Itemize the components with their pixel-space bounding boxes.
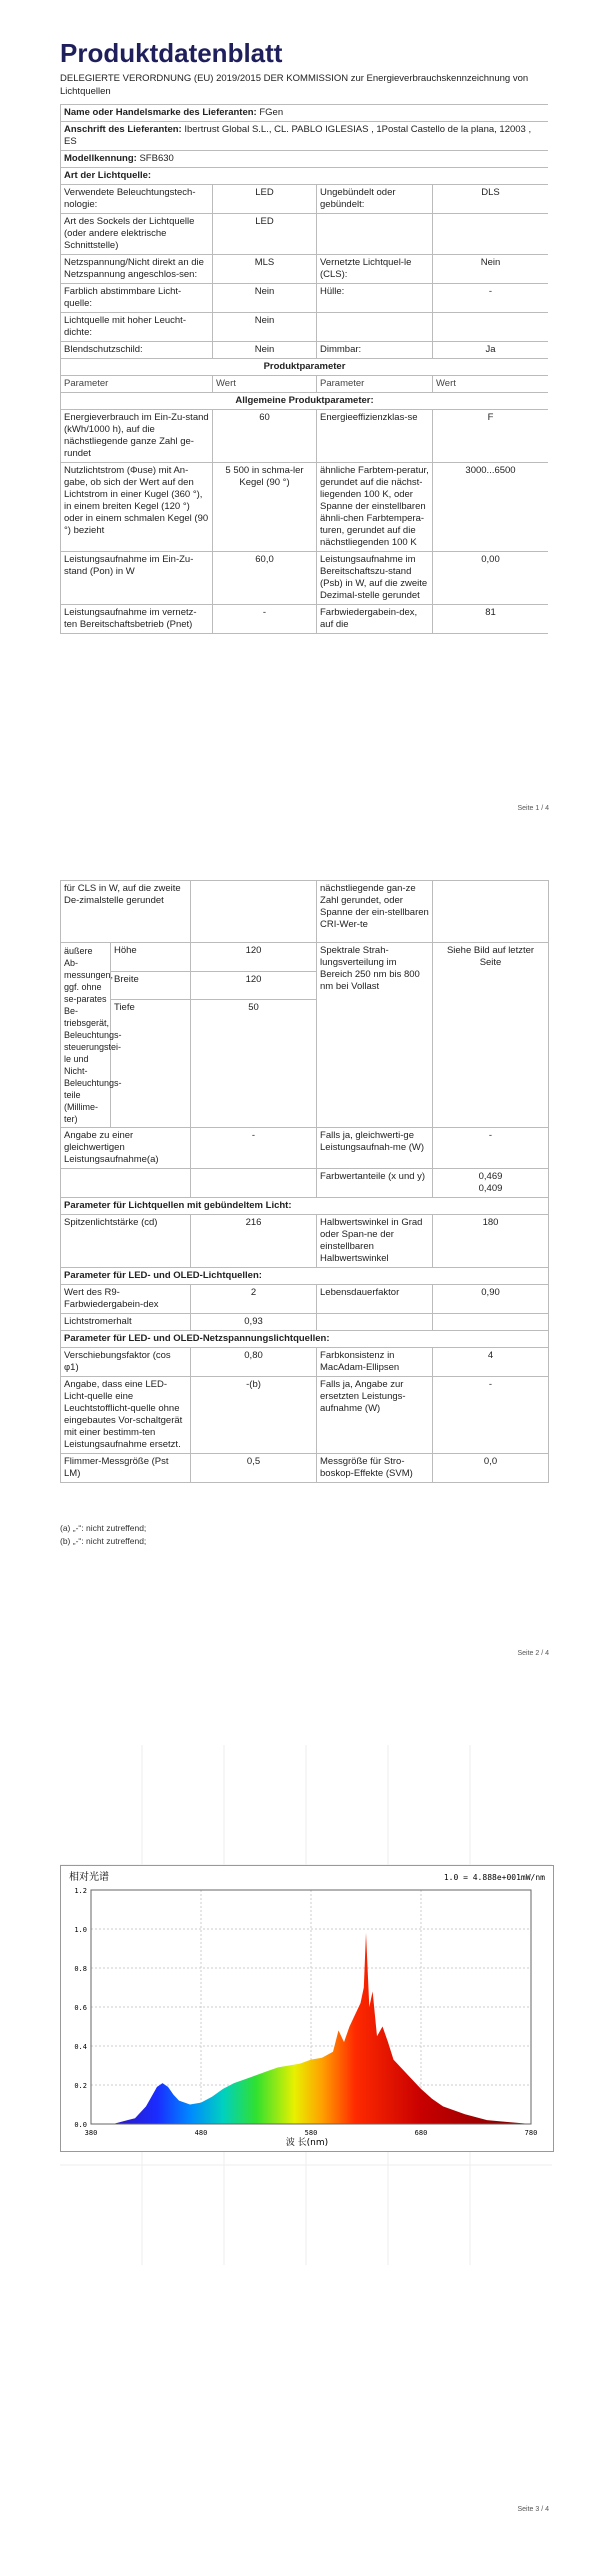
y-tick-label: 1.2 [74,1887,87,1895]
type_rows-cell-a: Farblich abstimmbare Licht-quelle: [61,284,213,313]
document-title: Produktdatenblatt [60,38,283,68]
type_rows-cell-c [317,313,433,342]
macadam-label: Farbkonsistenz in MacAdam-Ellipsen [317,1348,433,1377]
supplier-name-row: Name oder Handelsmarke des Lieferanten: FGen [61,105,549,122]
light-source-type-rows [61,185,549,359]
chromaticity-label: Farbwertanteile (x und y) [317,1169,433,1198]
x-tick-label: 680 [414,2129,428,2137]
supplier-address: Ibertrust Global S.L., CL. PABLO IGLESIAS , 1Postal Castello de la plana, 12003 , ES [64,124,532,147]
col-header-value-2: Wert [433,376,549,393]
type_rows-cell-a: Blendschutzschild: [61,342,213,359]
supplier-name: FGen [259,107,284,118]
stroboscopic-label: Messgröße für Stro-boskop-Effekte (SVM) [317,1454,433,1483]
type_rows-cell-c: Ungebündelt oder gebündelt: [317,185,433,214]
dim-value-height: 120 [191,943,317,972]
type_rows-row [61,284,549,313]
directional-section-header: Parameter für Lichtquellen mit gebündeltem Licht: [61,1198,549,1215]
type_rows-cell-c: Vernetzte Lichtquel-le (CLS): [317,255,433,284]
type_rows-cell-b: LED [213,214,317,255]
equivalent-power-value: - [191,1128,317,1169]
cri-label-continued: nächstliegende gan-ze Zahl gerundet, oder Spanne der ein-stellbaren CRI-Wer-te [317,881,433,943]
type_rows-cell-d: - [433,284,549,313]
general_rows-cell-b: 60 [213,410,317,463]
replacement-value: -(b) [191,1377,317,1454]
general_rows-cell-a: Leistungsaufnahme im Ein-Zu-stand (Pon) in W [61,552,213,605]
type_rows-cell-a: Netzspannung/Nicht direkt an die Netzspannung angeschlos-sen: [61,255,213,284]
type_rows-cell-b: MLS [213,255,317,284]
peak-intensity-value: 216 [191,1215,317,1268]
type-section-header: Art der Lichtquelle: [61,168,549,185]
spectrum-svg [61,1866,553,2151]
equivalent-power-c: Falls ja, gleichwerti-ge Leistungsaufnah-me (W) [317,1128,433,1169]
params-section-header: Produktparameter [61,359,549,376]
general_rows-row [61,552,549,605]
r9-value: 2 [191,1285,317,1314]
product-table-page-1 [60,104,548,634]
equivalent-power-label: Angabe zu einer gleichwertigen Leistungsaufnahme(a) [61,1128,191,1169]
chart-title: 相对光谱 [69,1872,109,1883]
page-number: Seite 1 / 4 [517,805,549,812]
general_rows-cell-c: Farbwiedergabein-dex, auf die [317,605,433,634]
x-tick-label: 380 [84,2129,98,2137]
y-tick-label: 0.8 [74,1965,87,1973]
flicker-label: Flimmer-Messgröße (Pst LM) [61,1454,191,1483]
equivalent-power-d: - [433,1128,549,1169]
power-factor-value: 0,80 [191,1348,317,1377]
general_rows-cell-a: Leistungsaufnahme im vernetz-ten Bereitschaftsbetrieb (Pnet) [61,605,213,634]
footnote-b: (b) „-“: nicht zutreffend; [60,1536,147,1546]
type_rows-cell-d: DLS [433,185,549,214]
col-header-parameter: Parameter [61,376,213,393]
type_rows-cell-b: Nein [213,284,317,313]
general_rows-cell-c: Leistungsaufnahme im Bereitschaftszu-stand (Psb) in W, auf die zweite Dezimal-stelle gerundet [317,552,433,605]
standby-net-continued: für CLS in W, auf die zweite De-zimalstelle gerundet [61,881,191,943]
spectral-label: Spektrale Strah-lungsverteilung im Bereich 250 nm bis 800 nm bei Vollast [317,943,433,1128]
survival-factor-value: 0,90 [433,1285,549,1314]
general_rows-row [61,463,549,552]
type_rows-cell-b: Nein [213,342,317,359]
macadam-value: 4 [433,1348,549,1377]
y-tick-label: 0.6 [74,2004,87,2012]
y-tick-label: 0.4 [74,2043,87,2051]
beam-angle-value: 180 [433,1215,549,1268]
x-tick-label: 580 [304,2129,318,2137]
type_rows-cell-a: Art des Sockels der Lichtquelle (oder andere elektrische Schnittstelle) [61,214,213,255]
dim-name-depth: Tiefe [111,1000,191,1128]
dim-name-height: Höhe [111,943,191,972]
page-number-2: Seite 2 / 4 [517,1650,549,1657]
type_rows-cell-c [317,214,433,255]
model-row: Modellkennung: SFB630 [61,151,549,168]
general_rows-row [61,605,549,634]
col-header-value: Wert [213,376,317,393]
type_rows-cell-d [433,214,549,255]
survival-factor-label: Lebensdauerfaktor [317,1285,433,1314]
general-params-header: Allgemeine Produktparameter: [61,393,549,410]
type_rows-cell-d [433,313,549,342]
type_rows-cell-a: Verwendete Beleuchtungstech-nologie: [61,185,213,214]
chart-annotation: 1.0 = 4.888e+001mW/nm [443,1873,545,1882]
stroboscopic-value: 0,0 [433,1454,549,1483]
power-factor-label: Verschiebungsfaktor (cos φ1) [61,1348,191,1377]
page-2 [0,870,604,1670]
y-tick-label: 1.0 [74,1926,87,1934]
type_rows-row [61,214,549,255]
general_rows-cell-b: - [213,605,317,634]
general_rows-cell-a: Energieverbrauch im Ein-Zu-stand (kWh/1000 h), auf die nächstliegende ganze Zahl ge-rundet [61,410,213,463]
y-tick-label: 0.2 [74,2082,87,2090]
general_rows-cell-d: 3000...6500 [433,463,549,552]
type_rows-cell-b: LED [213,185,317,214]
x-tick-label: 480 [194,2129,208,2137]
footnote-a: (a) „-“: nicht zutreffend; [60,1523,147,1533]
dim-name-width: Breite [111,971,191,1000]
page-1 [0,0,604,830]
general_rows-cell-d: 0,00 [433,552,549,605]
lumen-maintenance-value: 0,93 [191,1314,317,1331]
dimensions-label: äußere Ab-messungen, ggf. ohne se-parates Be-triebsgerät, Beleuchtungs-steuerungstei-le und Nicht-Beleuchtungs-teile (Millime-ter) [61,943,111,1128]
lumen-maintenance-label: Lichtstromerhalt [61,1314,191,1331]
x-axis-label: 波 长(nm) [285,2138,329,2148]
general-parameter-rows [61,410,549,634]
replacement-power-label: Falls ja, Angabe zur ersetzten Leistungs-aufnahme (W) [317,1377,433,1454]
spectrum-chart [60,1865,554,2152]
type_rows-cell-d: Ja [433,342,549,359]
general_rows-cell-c: ähnliche Farbtem-peratur, gerundet auf die nächst-liegenden 100 K, oder Spanne der einstellbaren ähnli-chen Farbtempera-turen, gerundet auf die nächstliegenden 100 K [317,463,433,552]
page-number-3: Seite 3 / 4 [517,2506,549,2513]
general_rows-cell-c: Energieeffizienzklas-se [317,410,433,463]
x-tick-label: 780 [524,2129,538,2137]
regulation-intro: DELEGIERTE VERORDNUNG (EU) 2019/2015 DER KOMMISSION zur Energieverbrauchskennzeichnung von Lichtquellen [60,73,529,97]
general_rows-row [61,410,549,463]
page-1-table-area [60,104,548,792]
general_rows-cell-d: 81 [433,605,549,634]
mains-section-header: Parameter für LED- und OLED-Netzspannungslichtquellen: [61,1331,549,1348]
type_rows-cell-a: Lichtquelle mit hoher Leucht-dichte: [61,313,213,342]
dim-value-width: 120 [191,971,317,1000]
type_rows-row [61,342,549,359]
r9-label: Wert des R9-Farbwiedergabein-dex [61,1285,191,1314]
beam-angle-label: Halbwertswinkel in Grad oder Span-ne der einstellbaren Halbwertswinkel [317,1215,433,1268]
footnotes [60,1522,146,1548]
col-header-parameter-2: Parameter [317,376,433,393]
type_rows-row [61,255,549,284]
type_rows-row [61,313,549,342]
supplier-address-row: Anschrift des Lieferanten: Ibertrust Global S.L., CL. PABLO IGLESIAS , 1Postal Castello de la plana, 12003 , ES [61,122,549,151]
chromaticity-values: 0,469 0,409 [433,1169,549,1198]
general_rows-cell-b: 60,0 [213,552,317,605]
replacement-label: Angabe, dass eine LED-Licht-quelle eine Leuchtstofflicht-quelle ohne eingebautes Vor-schaltgerät mit einer bestimm-ten Leistungsaufnahme ersetzt. [61,1377,191,1454]
type_rows-row [61,185,549,214]
type_rows-cell-b: Nein [213,313,317,342]
type_rows-cell-c: Hülle: [317,284,433,313]
spectrum-area [91,1933,531,2124]
flicker-value: 0,5 [191,1454,317,1483]
type_rows-cell-c: Dimmbar: [317,342,433,359]
general_rows-cell-a: Nutzlichtstrom (Φuse) mit An-gabe, ob sich der Wert auf den Lichtstrom in einer Kugel (360 °), in einem breiten Kegel (120 °) oder in einem schmalen Kegel (90 °) bezieht [61,463,213,552]
general_rows-cell-b: 5 500 in schma-ler Kegel (90 °) [213,463,317,552]
model-id: SFB630 [139,153,174,164]
replacement-power-value: - [433,1377,549,1454]
spectral-value: Siehe Bild auf letzter Seite [433,943,549,1128]
y-tick-label: 0.0 [74,2121,87,2129]
type_rows-cell-d: Nein [433,255,549,284]
peak-intensity-label: Spitzenlichtstärke (cd) [61,1215,191,1268]
dim-value-depth: 50 [191,1000,317,1128]
product-table-page-2 [60,880,549,1483]
led-section-header: Parameter für LED- und OLED-Lichtquellen: [61,1268,549,1285]
general_rows-cell-d: F [433,410,549,463]
